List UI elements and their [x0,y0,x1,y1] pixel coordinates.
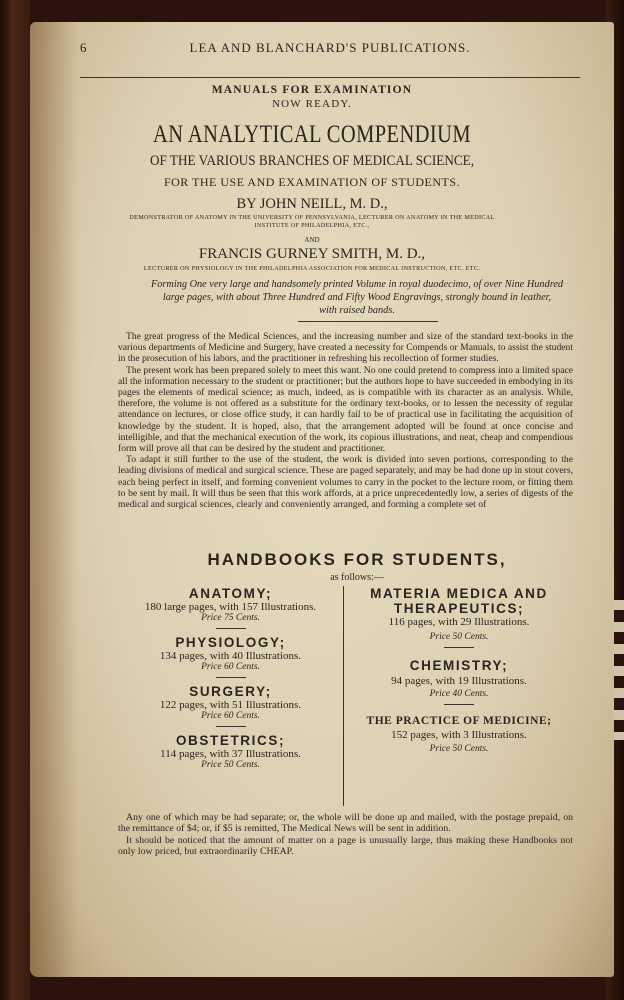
handbook-anatomy [118,586,343,629]
ordering-paragraph: Any one of which may be had separate; or, the whole will be done up and mailed, with the postage prepaid, on the remittance of $4; or, if $5 is remitted, The Medical News will be sent in addition. [118,812,573,835]
book-spine [0,0,30,1000]
handbook-name: PHYSIOLOGY; [175,635,286,650]
handbook-price: Price 60 Cents. [201,662,260,672]
handbooks-subheading: as follows:— [330,572,384,583]
divider [216,726,246,727]
handbook-name-continued: THERAPEUTICS; [393,601,525,616]
divider [444,647,474,648]
handbook-price: Price 50 Cents. [429,744,489,754]
paragraph: The great progress of the Medical Sciences, and the increasing number and size of the standard text-books in the various departments of Medicine and Surgery, have created a necessity for Compends or Manuals, to assist the student in the prosecution of his labors, and the practitioner in refreshing his recollection of former studies. [118,331,573,365]
handbook-name: ANATOMY; [188,586,273,601]
author-smith-title: LECTURER ON PHYSIOLOGY IN THE PHILADELPHIA ASSOCIATION FOR MEDICAL INSTRUCTION, ETC. ETC. [143,265,481,272]
introduction-text [118,331,573,510]
handbooks-heading: HANDBOOKS FOR STUDENTS, [207,550,507,569]
divider [216,677,246,678]
handbook-chemistry [344,658,574,705]
description-line3: with raised bands. [319,305,395,316]
handbook-price: Price 50 Cents. [429,632,489,642]
book-title: AN ANALYTICAL COMPENDIUM [153,121,471,148]
handbook-name: CHEMISTRY; [409,658,509,673]
paragraph: The present work has been prepared solely to meet this want. No one could pretend to compress into a limited space all the information necessary to the student or practitioner; but the authors hope to have succeeded in embodying in its pages the elements of medical science; as much, indeed, as is compatible with its character as an analysis. While, therefore, the volume is not offered as a substitute for the ordinary text-books, or to lessen the necessity of regular attendance on lectures, or close office study, it can hardly fail to be of practical use in facilitating the acquisition of knowledge by the student. It is hoped, also, that the arrangement adopted will be found at once concise and intelligible, and that the mechanical execution of the work, its copious illustrations, and neat, cheap and compendious form will prove all that can be desired by the student and practitioner. [118,364,573,455]
handbook-practice-of-medicine [344,715,574,754]
divider [216,628,246,629]
handbook-price: Price 60 Cents. [201,711,260,721]
divider [444,704,474,705]
handbook-pages: 152 pages, with 3 Illustrations. [391,729,527,741]
description-line2: large pages, with about Three Hundred and Fifty Wood Engravings, strongly bound in leather, [162,292,552,303]
author-neill-title-line1: DEMONSTRATOR OF ANATOMY IN THE UNIVERSITY OF PENNSYLVANIA, LECTURER ON ANATOMY IN THE MEDICAL [129,214,495,221]
book-subtitle: OF THE VARIOUS BRANCHES OF MEDICAL SCIENCE, [149,153,475,169]
handbook-materia-medica [344,586,574,648]
book-purpose: FOR THE USE AND EXAMINATION OF STUDENTS. [163,175,461,189]
author-smith: FRANCIS GURNEY SMITH, M. D., [198,246,426,262]
now-ready: NOW READY. [271,98,353,110]
handbook-pages: 116 pages, with 29 Illustrations. [388,616,530,628]
handbook-pages: 114 pages, with 37 Illustrations. [160,748,301,760]
ordering-notes [118,812,573,857]
handbook-pages: 180 large pages, with 157 Illustrations. [144,601,317,613]
manuals-heading: MANUALS FOR EXAMINATION [211,84,413,96]
handbook-price: Price 40 Cents. [429,689,489,699]
handbook-list-right [344,586,574,754]
handbook-physiology [118,635,343,678]
handbook-obstetrics [118,733,343,770]
header-rule [80,77,580,78]
running-title: LEA AND BLANCHARD'S PUBLICATIONS. [189,40,471,55]
handbook-name: MATERIA MEDICA AND [370,586,548,601]
handbook-price: Price 50 Cents. [201,760,260,770]
description-rule [298,321,438,322]
handbook-name: THE PRACTICE OF MEDICINE; [366,715,552,727]
cheapness-paragraph: It should be noticed that the amount of matter on a page is unusually large, thus making these Handbooks not only low priced, but extraordinarily CHEAP. [118,834,573,857]
and-separator: AND [304,236,320,244]
handbook-surgery [118,684,343,727]
description-line1: Forming One very large and handsomely printed Volume in royal duodecimo, of over Nine Hundred [150,279,564,290]
author-neill-title-line2: INSTITUTE OF PHILADELPHIA, ETC., [254,222,370,229]
handbook-pages: 122 pages, with 51 Illustrations. [159,699,302,711]
handbook-pages: 134 pages, with 40 Illustrations. [159,650,302,662]
author-neill: BY JOHN NEILL, M. D., [236,196,388,212]
handbook-name: OBSTETRICS; [175,733,286,748]
handbook-pages: 94 pages, with 19 Illustrations. [391,675,527,687]
paragraph: To adapt it still further to the use of the student, the work is divided into seven portions, corresponding to the leading divisions of medical and surgical science. These are paged separately, and may be had done up in stout covers, each being perfect in itself, and forming convenient volumes to carry in the pocket to the lecture room, or fitting them to be sent by mail. It will thus be seen that this work affords, at a price unprecedentedly low, a series of digests of the medical and surgical sciences, clearly and conveniently arranged, and forming a complete set of [118,454,573,511]
handbook-list-left [118,586,343,770]
handbook-price: Price 75 Cents. [201,613,260,623]
handbook-name: SURGERY; [189,684,272,699]
page-number: 6 [80,40,88,55]
